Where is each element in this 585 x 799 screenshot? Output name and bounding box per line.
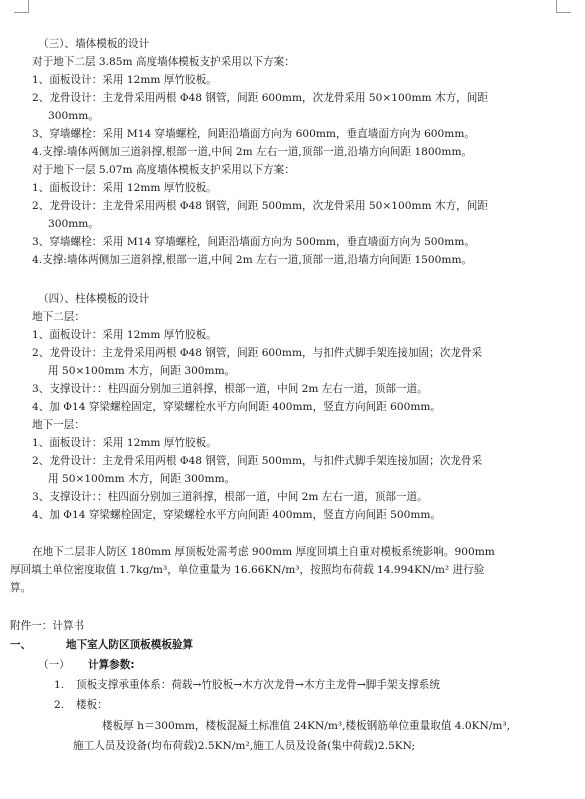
appendix-title: 附件一：计算书 <box>10 620 85 632</box>
list-item: 顶板支撑承重体系：荷载→竹胶板→木方次龙骨→木方主龙骨→脚手架支撑系统 <box>76 679 440 691</box>
appendix-heading: 地下室人防区顶板模板验算 <box>66 639 194 651</box>
section4-b2-item: 2、龙骨设计：主龙骨采用两根 Φ48 钢管，间距 600mm，与扣件式脚手架连接加固；次龙骨采 <box>32 347 483 359</box>
section3-b2-item: 3、穿墙螺栓：采用 M14 穿墙螺栓，间距沿墙面方向为 600mm，垂直墙面方向为 600mm。 <box>32 128 475 140</box>
section4-b2-item: 4、加 Φ14 穿梁螺栓固定，穿梁螺栓水平方向间距 400mm，竖直方向间距 600mm。 <box>32 401 442 413</box>
section3-b2-item: 1、面板设计：采用 12mm 厚竹胶板。 <box>32 74 217 86</box>
list-item-number: 1. <box>54 679 65 691</box>
section4-b2-label: 地下二层： <box>32 311 85 323</box>
section4-b1-item: 2、龙骨设计：主龙骨采用两根 Φ48 钢管，间距 500mm，与扣件式脚手架连接加固；次龙骨采 <box>32 455 483 467</box>
paragraph-line: 厚回填土单位密度取值 1.7kg/m³，单位重量为 16.66KN/m³，按照均布荷载 14.994KN/m² 进行验 <box>10 564 485 576</box>
list-item-number: 2. <box>54 699 65 711</box>
section3-b2-item: 2、龙骨设计：主龙骨采用两根 Φ48 钢管，间距 600mm，次龙骨采用 50×100mm 木方，间距 <box>32 92 488 104</box>
section4-b1-item: 用 50×100mm 木方，间距 300mm。 <box>48 473 236 485</box>
section3-b1-item: 4.支撑:墙体两侧加三道斜撑,根部一道,中间 2m 左右一道,顶部一道,沿墙方向间距 1500mm。 <box>32 254 473 266</box>
section4-b2-item: 3、支撑设计：：柱四面分别加三道斜撑，根部一道，中间 2m 左右一道，顶部一道。 <box>32 383 428 395</box>
section3-b1-item: 300mm。 <box>48 218 99 230</box>
section4-b1-label: 地下一层： <box>32 419 85 431</box>
list-item: 楼板： <box>76 699 108 711</box>
section4-b1-item: 1、面板设计：采用 12mm 厚竹胶板。 <box>32 437 217 449</box>
section3-b1-item: 1、面板设计：采用 12mm 厚竹胶板。 <box>32 182 217 194</box>
paragraph-line: 算。 <box>10 582 32 594</box>
section3-title: （三）、墙体模板的设计 <box>38 38 150 50</box>
section3-b1-item: 2、龙骨设计：主龙骨采用两根 Φ48 钢管，间距 500mm，次龙骨采用 50×100mm 木方，间距 <box>32 200 488 212</box>
detail-line: 楼板厚 h＝300mm，楼板混凝土标准值 24KN/m³,楼板钢筋单位重量取值 4.0KN/m³, <box>102 720 511 732</box>
section4-b1-item: 3、支撑设计：：柱四面分别加三道斜撑，根部一道，中间 2m 左右一道，顶部一道。 <box>32 491 428 503</box>
detail-line: 施工人员及设备(均布荷载)2.5KN/m²,施工人员及设备(集中荷载)2.5KN; <box>73 740 416 752</box>
section3-b2-item: 4.支撑:墙体两侧加三道斜撑,根部一道,中间 2m 左右一道,顶部一道,沿墙方向间距 1800mm。 <box>32 146 473 158</box>
section3-b2-intro: 对于地下二层 3.85m 高度墙体模板支护采用以下方案： <box>32 56 295 68</box>
section4-b2-item: 1、面板设计：采用 12mm 厚竹胶板。 <box>32 329 217 341</box>
section4-b1-item: 4、加 Φ14 穿梁螺栓固定，穿梁螺栓水平方向间距 400mm，竖直方向间距 500mm。 <box>32 509 442 521</box>
subheading-number: （一） <box>38 659 70 671</box>
appendix-heading-number: 一、 <box>10 639 32 651</box>
section3-b2-item: 300mm。 <box>48 110 99 122</box>
paragraph-line: 在地下二层非人防区 180mm 厚顶板处需考虑 900mm 厚度回填土自重对模板系统影响。900mm <box>32 546 495 558</box>
subheading: 计算参数: <box>88 659 135 671</box>
section4-b2-item: 用 50×100mm 木方，间距 300mm。 <box>48 365 236 377</box>
section3-b1-intro: 对于地下一层 5.07m 高度墙体模板支护采用以下方案： <box>32 164 295 176</box>
section4-title: （四）、柱体模板的设计 <box>38 293 150 305</box>
section3-b1-item: 3、穿墙螺栓：采用 M14 穿墙螺栓，间距沿墙面方向为 500mm，垂直墙面方向为 500mm。 <box>32 236 475 248</box>
